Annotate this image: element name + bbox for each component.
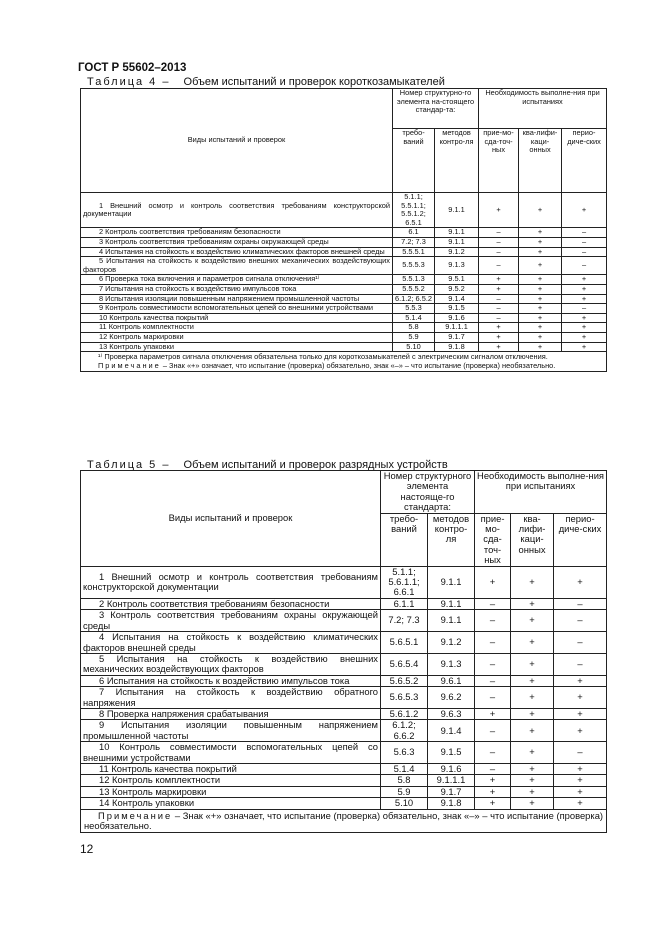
table5-note (81, 809, 607, 833)
qual-cell: + (511, 763, 554, 774)
table4-note-text: – Знак «+» означает, что испытание (проверка) обязательно, знак «–» – что испытание (проверка) необязательно. (160, 360, 556, 370)
test-name-cell (81, 775, 381, 786)
accept-cell: – (479, 304, 519, 314)
req-cell: 5.6.3 (381, 742, 428, 764)
accept-cell: – (479, 237, 519, 247)
table-row (81, 598, 607, 609)
accept-cell: – (475, 763, 511, 774)
req-cell: 5.10 (393, 342, 435, 352)
test-name-cell (81, 228, 393, 238)
test-name-cell (81, 798, 381, 809)
test-name: 11 Контроль комплектности (99, 322, 194, 332)
table-row (81, 675, 607, 686)
qual-cell: + (519, 275, 562, 285)
periodic-cell: + (554, 675, 607, 686)
table4-footnote (81, 352, 607, 372)
table-row (81, 775, 607, 786)
test-name-cell (81, 332, 393, 342)
table4-note (84, 362, 603, 371)
test-name: 10 Контроль совместимости вспомогательных цепей со внешними устройствами (83, 741, 378, 763)
table4-note-label: Примечание (98, 360, 161, 370)
accept-cell: – (475, 653, 511, 675)
req-cell: 5.9 (381, 786, 428, 797)
table-row (81, 237, 607, 247)
methods-cell: 9.1.6 (435, 313, 479, 323)
qual-cell: + (519, 313, 562, 323)
periodic-cell: – (562, 237, 607, 247)
methods-cell: 9.1.6 (428, 763, 475, 774)
test-name: 13 Контроль маркировки (99, 786, 207, 797)
qual-cell: + (511, 786, 554, 797)
periodic-cell: + (554, 566, 607, 598)
methods-cell: 9.1.2 (435, 247, 479, 257)
test-name-cell (81, 786, 381, 797)
methods-cell: 9.1.1 (435, 228, 479, 238)
methods-cell: 9.1.3 (435, 257, 479, 275)
test-name-cell (81, 304, 393, 314)
accept-cell: – (479, 294, 519, 304)
accept-cell: + (475, 566, 511, 598)
accept-cell: + (475, 708, 511, 719)
test-name: 5 Испытания на стойкость к воздействию внешних механических воздействующих факторов (83, 256, 390, 274)
test-name: 8 Проверка напряжения срабатывания (99, 708, 269, 719)
req-cell: 7.2; 7.3 (381, 610, 428, 632)
qual-cell: + (519, 342, 562, 352)
table4 (80, 88, 607, 372)
req-cell: 5.1.1; 5.6.1.1; 6.6.1 (381, 566, 428, 598)
req-cell: 5.6.1.2 (381, 708, 428, 719)
test-name: 6 Испытания на стойкость к воздействию импульсов тока (99, 675, 350, 686)
test-name: 10 Контроль качества покрытий (99, 313, 209, 322)
qual-cell: + (519, 228, 562, 238)
req-cell: 6.1.2; 6.6.2 (381, 720, 428, 742)
qual-cell: + (511, 598, 554, 609)
req-cell: 5.5.3 (393, 304, 435, 314)
table4-header-qual: ква-лифи-каци-онных (519, 129, 562, 193)
table-row (81, 323, 607, 333)
table-row (81, 708, 607, 719)
req-cell: 6.1.1 (381, 598, 428, 609)
methods-cell: 9.1.8 (428, 798, 475, 809)
test-name-cell (81, 675, 381, 686)
accept-cell: + (475, 798, 511, 809)
methods-cell: 9.1.1.1 (428, 775, 475, 786)
table5-note-line (84, 811, 603, 832)
table4-header-struct: Номер структурно-го элемента на-стоящего стандар-та: (393, 89, 479, 129)
test-name: 1 Внешний осмотр и контроль соответствия требованиям конструкторской документации (83, 570, 378, 593)
methods-cell: 9.1.1 (428, 610, 475, 632)
req-cell: 5.5.5.1 (393, 247, 435, 257)
test-name-cell (81, 763, 381, 774)
req-cell: 5.6.5.3 (381, 687, 428, 709)
methods-cell: 9.1.1.1 (435, 323, 479, 333)
methods-cell: 9.1.7 (428, 786, 475, 797)
accept-cell: – (475, 675, 511, 686)
periodic-cell: + (562, 332, 607, 342)
test-name: 9 Контроль совместимости вспомогательных цепей со внешними устройствами (99, 303, 374, 313)
table4-header-kinds: Виды испытаний и проверок (81, 89, 393, 193)
req-cell: 5.9 (393, 332, 435, 342)
table-row (81, 720, 607, 742)
periodic-cell: – (554, 653, 607, 675)
test-name-cell (81, 294, 393, 304)
table-row (81, 342, 607, 352)
req-cell: 5.6.5.1 (381, 632, 428, 654)
table-row (81, 687, 607, 709)
table4-header-need: Необходимость выполне-ния при испытаниях (479, 89, 607, 129)
table5-header-qual: ква-лифи-каци-онных (511, 513, 554, 566)
periodic-cell: – (554, 598, 607, 609)
qual-cell: + (519, 332, 562, 342)
table4-header-periodic: перио-диче-ских (562, 129, 607, 193)
periodic-cell: + (554, 763, 607, 774)
test-name-cell (81, 720, 381, 742)
table-row (81, 294, 607, 304)
methods-cell: 9.6.2 (428, 687, 475, 709)
periodic-cell: + (554, 775, 607, 786)
methods-cell: 9.1.7 (435, 332, 479, 342)
table4-header-methods: методов контро-ля (435, 129, 479, 193)
methods-cell: 9.1.3 (428, 653, 475, 675)
qual-cell: + (511, 687, 554, 709)
table5-note-text: – Знак «+» означает, что испытание (проверка) обязательно, знак «–» – что испытание (проверка) необязательно. (84, 809, 604, 831)
test-name: 5 Испытания на стойкость к воздействию внешних механических воздействующих факторов (83, 653, 378, 675)
test-name-cell (81, 257, 393, 275)
qual-cell: + (511, 632, 554, 654)
req-cell: 5.10 (381, 798, 428, 809)
periodic-cell: + (562, 342, 607, 352)
methods-cell: 9.1.1 (435, 193, 479, 228)
test-name: 7 Испытания на стойкость к воздействию обратного напряжения (83, 686, 378, 708)
methods-cell: 9.5.1 (435, 275, 479, 285)
req-cell: 5.5.5.2 (393, 284, 435, 294)
accept-cell: – (479, 313, 519, 323)
methods-cell: 9.1.1 (435, 237, 479, 247)
periodic-cell: + (562, 193, 607, 228)
accept-cell: – (475, 720, 511, 742)
accept-cell: – (475, 632, 511, 654)
qual-cell: + (519, 247, 562, 257)
methods-cell: 9.1.5 (435, 304, 479, 314)
methods-cell: 9.1.1 (428, 566, 475, 598)
periodic-cell: + (562, 294, 607, 304)
table4-footnote-text: ¹⁾ Проверка параметров сигнала отключения обязательна только для короткозамыкателей с электрическим сигналом отключения. (98, 352, 548, 362)
accept-cell: – (479, 228, 519, 238)
table5-header-kinds: Виды испытаний и проверок (81, 471, 381, 567)
table-row (81, 332, 607, 342)
test-name: 7 Испытания на стойкость к воздействию импульсов тока (99, 284, 297, 293)
test-name: 6 Проверка тока включения и параметров сигнала отключения¹⁾ (99, 274, 320, 284)
test-name-cell (81, 275, 393, 285)
periodic-cell: + (562, 313, 607, 323)
methods-cell: 9.5.2 (435, 284, 479, 294)
test-name-cell (81, 610, 381, 632)
qual-cell: + (511, 720, 554, 742)
table5-header-periodic: перио-диче-ских (554, 513, 607, 566)
req-cell: 6.1.2; 6.5.2 (393, 294, 435, 304)
document-header: ГОСТ Р 55602–2013 (78, 62, 187, 74)
periodic-cell: + (554, 798, 607, 809)
test-name: 12 Контроль комплектности (99, 774, 221, 786)
test-name-cell (81, 653, 381, 675)
req-cell: 5.1.1; 5.5.1.1; 5.5.1.2; 6.5.1 (393, 193, 435, 228)
req-cell: 5.8 (393, 323, 435, 333)
table4-header-accept: прие-мо-сда-точ-ных (479, 129, 519, 193)
test-name-cell (81, 313, 393, 323)
table-row (81, 257, 607, 275)
table-row (81, 632, 607, 654)
table-row (81, 610, 607, 632)
periodic-cell: – (554, 632, 607, 654)
req-cell: 6.1 (393, 228, 435, 238)
req-cell: 5.6.5.4 (381, 653, 428, 675)
test-name-cell (81, 742, 381, 764)
req-cell: 5.1.4 (381, 763, 428, 774)
test-name: 4 Испытания на стойкость к воздействию климатических факторов внешней среды (83, 631, 378, 653)
req-cell: 5.5.5.3 (393, 257, 435, 275)
test-name: 12 Контроль маркировки (99, 332, 184, 341)
accept-cell: – (475, 598, 511, 609)
qual-cell: + (511, 653, 554, 675)
table-row (81, 275, 607, 285)
table-row (81, 566, 607, 598)
test-name-cell (81, 566, 381, 598)
qual-cell: + (519, 257, 562, 275)
periodic-cell: + (554, 720, 607, 742)
periodic-cell: – (554, 610, 607, 632)
test-name-cell (81, 193, 393, 228)
periodic-cell: + (554, 708, 607, 719)
req-cell: 5.6.5.2 (381, 675, 428, 686)
methods-cell: 9.6.3 (428, 708, 475, 719)
test-name-cell (81, 323, 393, 333)
periodic-cell: – (562, 257, 607, 275)
table5-header-accept: прие-мо-сда-точ-ных (475, 513, 511, 566)
accept-cell: – (475, 742, 511, 764)
table-row (81, 313, 607, 323)
accept-cell: + (475, 775, 511, 786)
accept-cell: + (475, 786, 511, 797)
test-name: 2 Контроль соответствия требованиям безопасности (99, 598, 330, 609)
req-cell: 5.8 (381, 775, 428, 786)
qual-cell: + (519, 237, 562, 247)
table-row (81, 284, 607, 294)
accept-cell: + (479, 342, 519, 352)
methods-cell: 9.1.2 (428, 632, 475, 654)
accept-cell: + (479, 323, 519, 333)
periodic-cell: + (562, 323, 607, 333)
qual-cell: + (511, 708, 554, 719)
test-name: 1 Внешний осмотр и контроль соответствия требованиям конструкторской документации (83, 200, 390, 219)
qual-cell: + (511, 610, 554, 632)
qual-cell: + (519, 323, 562, 333)
qual-cell: + (511, 566, 554, 598)
periodic-cell: – (554, 742, 607, 764)
test-name-cell (81, 708, 381, 719)
test-name: 4 Испытания на стойкость к воздействию климатических факторов внешней среды (99, 247, 385, 256)
table-row (81, 228, 607, 238)
table-row (81, 798, 607, 809)
table5-header-struct: Номер структурного элемента настояще-го стандарта: (381, 471, 475, 514)
methods-cell: 9.6.1 (428, 675, 475, 686)
test-name-cell (81, 632, 381, 654)
table-row (81, 763, 607, 774)
qual-cell: + (511, 742, 554, 764)
page-number: 12 (80, 842, 94, 856)
test-name: 11 Контроль качества покрытий (99, 763, 237, 774)
test-name: 13 Контроль упаковки (99, 342, 174, 351)
req-cell: 5.1.4 (393, 313, 435, 323)
test-name: 2 Контроль соответствия требованиям безопасности (99, 227, 281, 237)
table-row (81, 742, 607, 764)
table5-caption-label: Таблица 5 – (87, 459, 171, 471)
accept-cell: + (479, 284, 519, 294)
table5-header-req: требо-ваний (381, 513, 428, 566)
periodic-cell: – (562, 304, 607, 314)
table-row (81, 653, 607, 675)
table5-header-need: Необходимость выполне-ния при испытаниях (475, 471, 607, 514)
periodic-cell: – (562, 247, 607, 257)
qual-cell: + (519, 304, 562, 314)
test-name-cell (81, 598, 381, 609)
accept-cell: – (475, 687, 511, 709)
test-name: 3 Контроль соответствия требованиям охраны окружающей среды (83, 609, 378, 631)
table5-caption-title: Объем испытаний и проверок разрядных устройств (183, 459, 448, 471)
methods-cell: 9.1.4 (435, 294, 479, 304)
qual-cell: + (511, 775, 554, 786)
test-name: 14 Контроль упаковки (99, 797, 195, 809)
accept-cell: + (479, 332, 519, 342)
table4-caption (87, 76, 445, 88)
qual-cell: + (519, 193, 562, 228)
qual-cell: + (511, 798, 554, 809)
test-name: 9 Испытания изоляции повышенным напряжением промышленной частоты (83, 719, 378, 741)
req-cell: 5.5.1.3 (393, 275, 435, 285)
accept-cell: – (479, 247, 519, 257)
table5 (80, 470, 607, 833)
periodic-cell: + (554, 687, 607, 709)
table-row (81, 304, 607, 314)
test-name-cell (81, 284, 393, 294)
methods-cell: 9.1.4 (428, 720, 475, 742)
test-name-cell (81, 247, 393, 257)
periodic-cell: + (562, 284, 607, 294)
periodic-cell: + (554, 786, 607, 797)
periodic-cell: – (562, 228, 607, 238)
test-name-cell (81, 342, 393, 352)
table-row (81, 786, 607, 797)
table4-caption-label: Таблица 4 – (87, 76, 171, 88)
accept-cell: + (479, 193, 519, 228)
table4-header-req: требо-ваний (393, 129, 435, 193)
test-name: 8 Испытания изоляции повышенным напряжением промышленной частоты (99, 294, 360, 303)
methods-cell: 9.1.5 (428, 742, 475, 764)
table5-header-methods: методов контро-ля (428, 513, 475, 566)
qual-cell: + (511, 675, 554, 686)
table5-note-label: Примечание (98, 809, 173, 821)
methods-cell: 9.1.8 (435, 342, 479, 352)
req-cell: 7.2; 7.3 (393, 237, 435, 247)
table4-caption-title: Объем испытаний и проверок короткозамыкателей (183, 76, 445, 88)
accept-cell: + (479, 275, 519, 285)
periodic-cell: + (562, 275, 607, 285)
test-name-cell (81, 687, 381, 709)
table-row (81, 247, 607, 257)
methods-cell: 9.1.1 (428, 598, 475, 609)
test-name-cell (81, 237, 393, 247)
accept-cell: – (479, 257, 519, 275)
test-name: 3 Контроль соответствия требованиям охраны окружающей среды (99, 237, 329, 246)
table-row (81, 193, 607, 228)
qual-cell: + (519, 294, 562, 304)
accept-cell: – (475, 610, 511, 632)
qual-cell: + (519, 284, 562, 294)
